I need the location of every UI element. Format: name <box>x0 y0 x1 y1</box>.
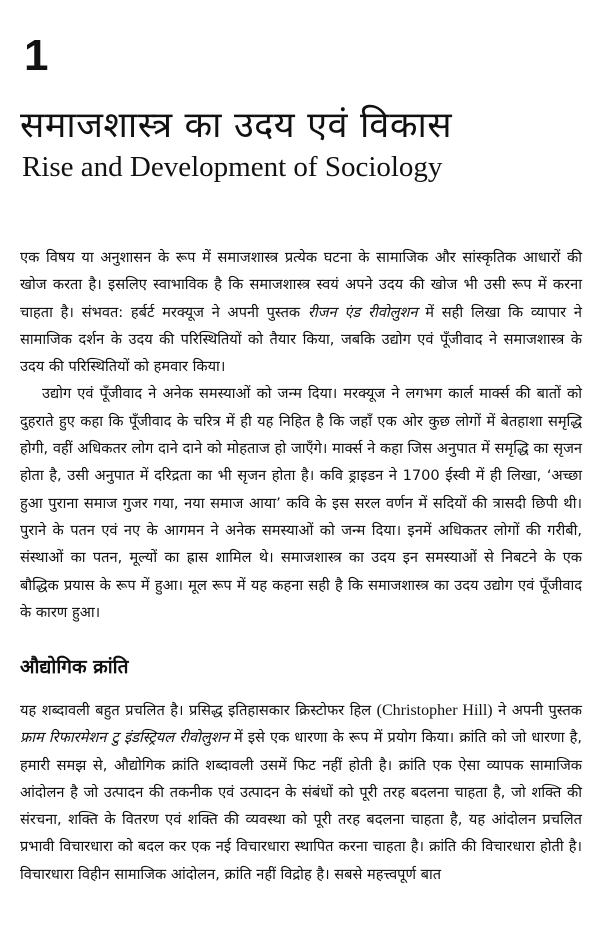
chapter-number: 1 <box>24 31 49 80</box>
section-paragraph-1-text-a: यह शब्दावली बहुत प्रचलित है। प्रसिद्ध इतिहासकार क्रिस्टोफर हिल <box>20 702 377 719</box>
book-title-reason-and-revolution: रीजन एंड रीवोलुशन <box>307 303 418 321</box>
chapter-subtitle: Rise and Development of Sociology <box>22 151 443 183</box>
book-title-reformation-to-industrial-revolution: फ्राम रिफारमेशन टु इंडस्ट्रियल रीवोलुशन <box>20 729 229 747</box>
intro-paragraph-1 <box>20 244 582 380</box>
section-body <box>20 697 582 888</box>
intro-body <box>20 244 582 626</box>
intro-paragraph-2: उद्योग एवं पूँजीवाद ने अनेक समस्याओं को जन्म दिया। मरक्यूज ने लगभग कार्ल मार्क्स की बातों को दुहराते हुए कहा कि पूँजीवाद के चरित्र में ही यह निहित है कि जहाँ एक ओर कुछ लोगों में बेतहाशा समृद्धि होगी, वहीं अधिकतर लोग दाने दाने को मोहताज हो जाएँगे। मार्क्स ने कहा जिस अनुपात में समृद्धि का सृजन होता है, उसी अनुपात में दरिद्रता का भी सृजन होता है। कवि ड्राइडन ने 1700 ईस्वी में ही लिखा, ‘अच्छा हुआ पुराना समाज गुजर गया, नया समाज आया’ कवि के इस सरल वर्णन में सदियों की त्रासदी छिपी थी। पुराने के पतन एवं नए के आगमन ने अनेक समस्याओं को जन्म दिया। इनमें अधिकतर लोगों की गरीबी, संस्थाओं का पतन, मूल्यों का ह्रास शामिल थे। समाजशास्त्र का उदय इन समस्याओं से निबटने के एक बौद्धिक प्रयास के रूप में हुआ। मूल रूप में यह कहना सही है कि समाजशास्त्र का उदय उद्योग एवं पूँजीवाद के कारण हुआ। <box>20 385 582 621</box>
section-paragraph-1 <box>20 697 582 888</box>
intro-paragraph-1-text-b: में सही लिखा कि व्यापार ने सामाजिक दर्शन के उदय की परिस्थितियों को तैयार किया, जबकि उद्योग एवं पूँजीवाद ने समाजशास्त्र के उदय की परिस्थितियों को हमवार किया। <box>20 303 582 376</box>
section-paragraph-1-text-c: में इसे एक धारणा के रूप में प्रयोग किया। क्रांति को जो धारणा है, हमारी समझ से, औद्योगिक क्रांति शब्दावली उसमें फिट नहीं होती है। क्रांति एक ऐसा व्यापक सामाजिक आंदोलन है जो उत्पादन की तकनीक एवं उत्पादन के संबंधों को पूरी तरह बदलना चाहता है, जो शक्ति की संरचना, शक्ति के वितरण एवं शक्ति की व्यवस्था को पूरी तरह बदलना चाहता है, यह आंदोलन प्रचलित प्रभावी विचारधारा को बदल कर एक नई विचारधारा स्थापित करना चाहता है। क्रांति की विचारधारा होती है। विचारधारा विहीन सामाजिक आंदोलन, क्रांति नहीं विद्रोह है। सबसे महत्त्वपूर्ण बात <box>20 729 582 883</box>
intro-paragraph-1-text-a: एक विषय या अनुशासन के रूप में समाजशास्त्र प्रत्येक घटना के सामाजिक और सांस्कृतिक आधारों की खोज करता है। इसलिए स्वाभाविक है कि समाजशास्त्र स्वयं अपने उदय की खोज भी उसी रूप में करना चाहता है। संभवत: हर्बर्ट मरक्यूज ने अपनी पुस्तक <box>20 249 582 321</box>
christopher-hill-name: (Christopher Hill) <box>376 702 493 719</box>
section-paragraph-1-text-b: ने अपनी पुस्तक <box>492 702 583 719</box>
section-heading-industrial-revolution: औद्योगिक क्रांति <box>20 656 129 678</box>
chapter-title: समाजशास्त्र का उदय एवं विकास <box>20 105 453 146</box>
